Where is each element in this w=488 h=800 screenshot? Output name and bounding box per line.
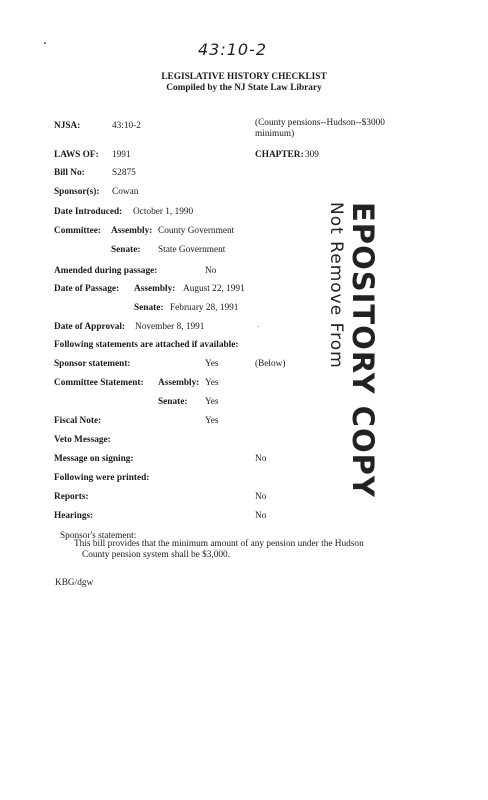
date-of-approval-value: November 8, 1991 [135, 322, 205, 332]
passage-assembly-label: Assembly: [134, 284, 176, 294]
date-introduced-value: October 1, 1990 [133, 207, 194, 217]
handwritten-statute-number: 43:10-2 [198, 40, 268, 59]
message-on-signing-value: No [255, 454, 267, 464]
laws-of-value: 1991 [112, 150, 131, 160]
passage-senate-value: February 28, 1991 [170, 303, 239, 313]
hearings-value: No [255, 511, 267, 521]
committee-statement-label: Committee Statement: [54, 378, 144, 388]
sponsor-statement-note: (Below) [255, 359, 286, 369]
bill-no-value: S2875 [112, 168, 136, 178]
reports-label: Reports: [54, 492, 89, 502]
typist-initials: KBG/dgw [55, 578, 94, 588]
passage-assembly-value: August 22, 1991 [183, 284, 245, 294]
statement-body-line2: County pension system shall be $3,000. [82, 550, 230, 560]
committee-senate-value: State Government [158, 245, 226, 255]
veto-message-label: Veto Message: [54, 435, 111, 445]
sponsors-value: Cowan [112, 187, 139, 197]
date-of-approval-label: Date of Approval: [54, 322, 126, 332]
description-line1: (County pensions--Hudson--$3000 [255, 118, 385, 128]
stamp-line1: EPOSITORY COPY [346, 202, 380, 498]
cs-senate-label: Senate: [158, 397, 188, 407]
committee-senate-label: Senate: [111, 245, 141, 255]
chapter-label: CHAPTER: [255, 150, 304, 160]
cs-assembly-label: Assembly: [158, 378, 200, 388]
message-on-signing-label: Message on signing: [54, 454, 134, 464]
amended-label: Amended during passage: [54, 266, 158, 276]
cs-senate-value: Yes [205, 397, 219, 407]
sponsor-statement-value: Yes [205, 359, 219, 369]
page-subtitle: Compiled by the NJ State Law Library [166, 83, 322, 93]
njsa-label: NJSA: [54, 121, 81, 131]
following-printed-label: Following were printed: [54, 473, 150, 483]
laws-of-label: LAWS OF: [54, 150, 99, 160]
reports-value: No [255, 492, 267, 502]
committee-label: Committee: [54, 226, 101, 236]
statement-body-line1: This bill provides that the minimum amount of any pension under the Hudson [74, 539, 364, 549]
committee-assembly-label: Assembly: [111, 226, 153, 236]
fiscal-note-value: Yes [205, 416, 219, 426]
scan-speck [258, 326, 259, 327]
njsa-value: 43:10-2 [112, 121, 141, 131]
description-line2: minimum) [255, 129, 295, 139]
date-of-passage-label: Date of Passage: [54, 284, 120, 294]
committee-assembly-value: County Government [158, 226, 235, 236]
amended-value: No [205, 266, 217, 276]
repository-copy-stamp [326, 202, 380, 498]
sponsors-label: Sponsor(s): [54, 187, 100, 197]
passage-senate-label: Senate: [134, 303, 164, 313]
date-introduced-label: Date Introduced: [54, 207, 123, 217]
hearings-label: Hearings: [54, 511, 94, 521]
scan-speck [44, 42, 46, 44]
following-statements-label: Following statements are attached if available: [54, 340, 239, 350]
statement-label: Sponsor's statement: [60, 531, 137, 541]
fiscal-note-label: Fiscal Note: [54, 416, 102, 426]
cs-assembly-value: Yes [205, 378, 219, 388]
chapter-value: 309 [305, 150, 319, 160]
stamp-line2: Not Remove From [326, 202, 346, 369]
sponsor-statement-label: Sponsor statement: [54, 359, 131, 369]
page-title: LEGISLATIVE HISTORY CHECKLIST [161, 72, 327, 82]
bill-no-label: Bill No: [54, 168, 85, 178]
